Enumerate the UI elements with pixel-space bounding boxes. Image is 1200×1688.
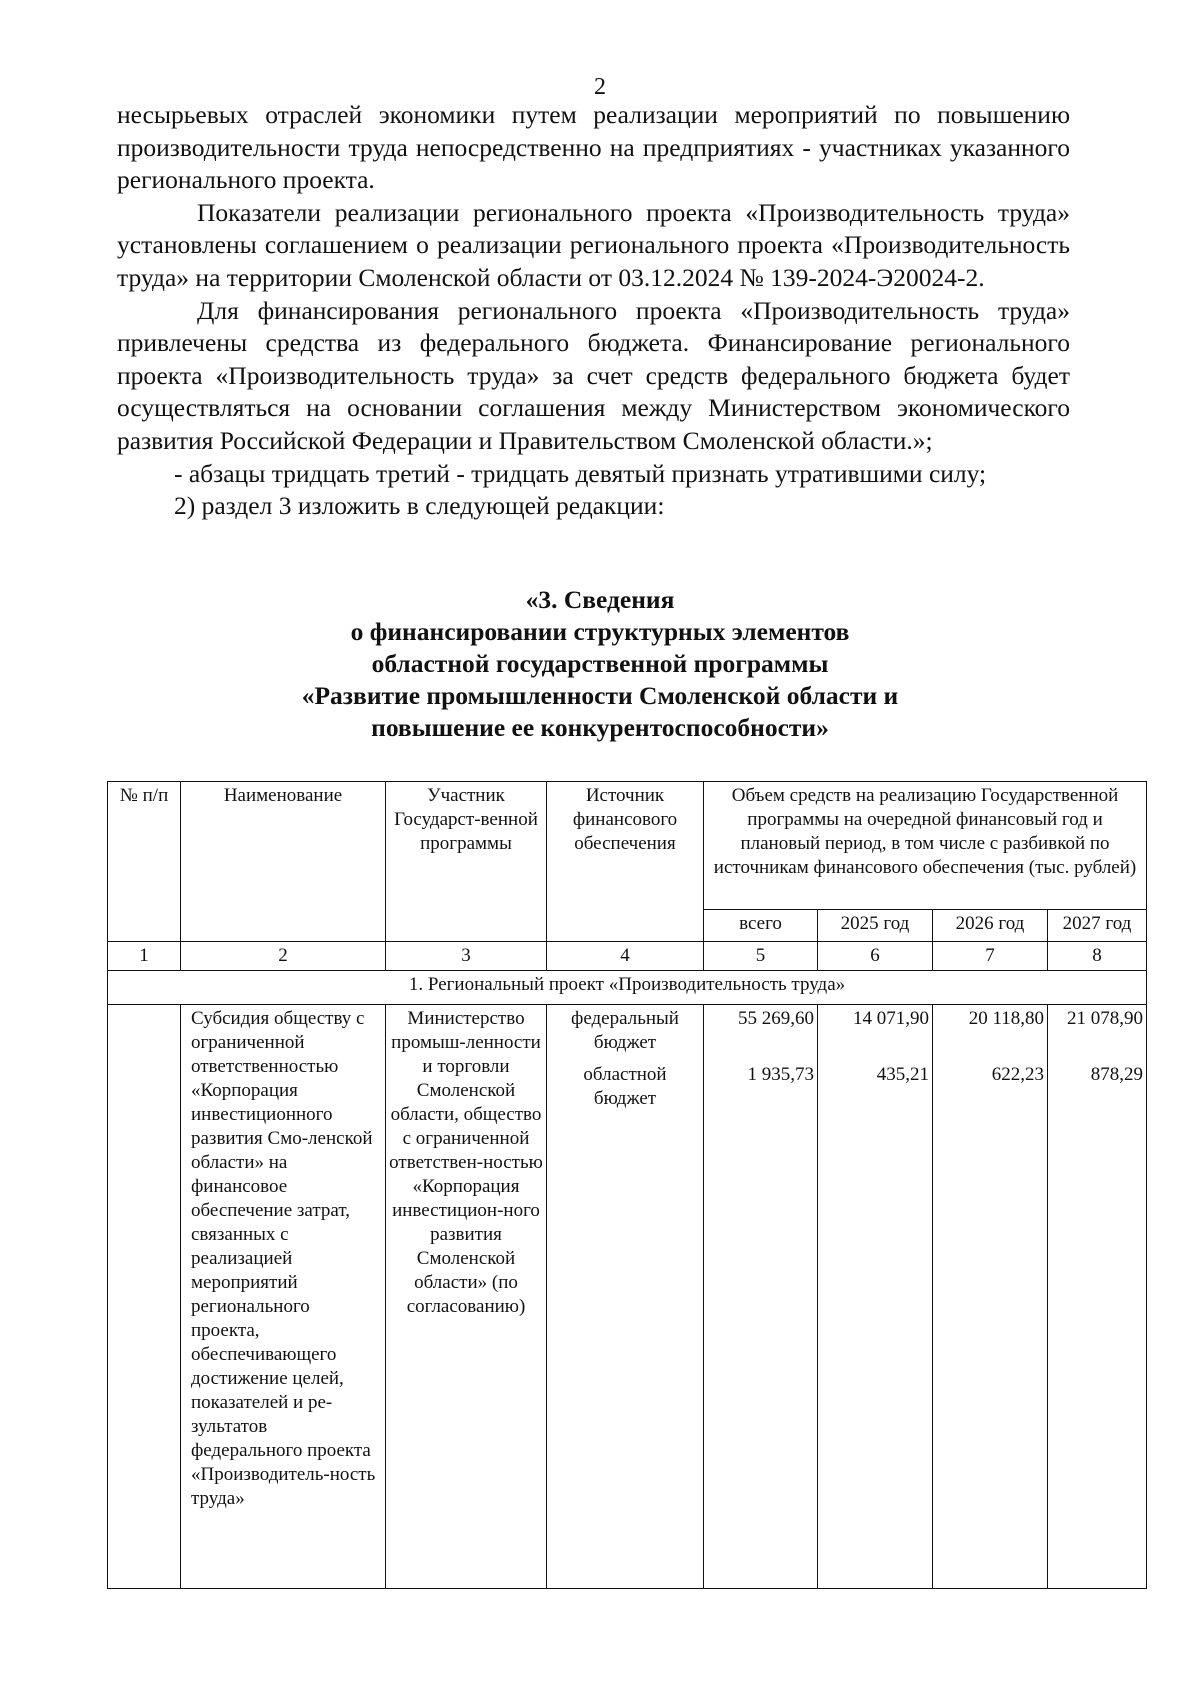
funding-2026-regional: 622,23 (933, 1061, 1048, 1589)
header-participant: Участник Государст-венной программы (386, 782, 547, 942)
heading-line-4: «Развитие промышленности Смоленской области и (301, 681, 899, 710)
funding-2025-federal: 14 071,90 (818, 1005, 933, 1061)
paragraph-1: несырьевых отраслей экономики путем реализации мероприятий по повышению производительности труда непосредственно на предприятиях - участниках указанного регионального проекта. (117, 100, 1070, 195)
header-num: № п/п (108, 782, 181, 942)
funding-2025-regional: 435,21 (818, 1061, 933, 1589)
header-2025: 2025 год (818, 910, 933, 942)
funding-source-regional: областной бюджет (547, 1061, 704, 1589)
table-row (108, 1005, 1147, 1061)
page-number: 2 (594, 74, 606, 100)
heading-line-3: областной государственной программы (371, 649, 829, 678)
funding-source-federal: федеральный бюджет (547, 1005, 704, 1061)
row-name: Субсидия обществу с ограниченной ответственностью «Корпорация инвестиционного развития Смо-ленской области» на финансовое обеспечение затрат, связанных с реализацией мероприятий регионального проекта, обеспечивающего достижение целей, показателей и ре-зультатов федерального проекта «Производитель-ность труда» (181, 1005, 386, 1589)
col-number: 8 (1048, 942, 1147, 971)
column-number-row (108, 942, 1147, 971)
paragraph-5: 2) раздел 3 изложить в следующей редакции: (174, 491, 665, 521)
body-text (117, 99, 1070, 523)
header-total: всего (704, 910, 818, 942)
col-number: 7 (933, 942, 1048, 971)
funding-total-regional: 1 935,73 (704, 1061, 818, 1589)
heading-line-5: повышение ее конкурентоспособности» (371, 713, 829, 742)
row-num (108, 1005, 181, 1589)
funding-total-federal: 55 269,60 (704, 1005, 818, 1061)
section-row-title: 1. Региональный проект «Производительность труда» (108, 971, 1147, 1005)
header-name: Наименование (181, 782, 386, 942)
col-number: 3 (386, 942, 547, 971)
paragraph-4: - абзацы тридцать третий - тридцать девятый признать утратившими силу; (174, 458, 987, 488)
funding-2026-federal: 20 118,80 (933, 1005, 1048, 1061)
col-number: 4 (547, 942, 704, 971)
row-participant: Министерство промыш-ленности и торговли Смоленской области, общество с ограниченной ответствен-ностью «Корпорация инвестицион-ного развития Смоленской области» (по согласованию) (386, 1005, 547, 1589)
funding-2027-regional: 878,29 (1048, 1061, 1147, 1589)
heading-line-1: «3. Сведения (525, 585, 675, 614)
header-2026: 2026 год (933, 910, 1048, 942)
header-source: Источник финансового обеспечения (547, 782, 704, 942)
col-number: 2 (181, 942, 386, 971)
header-volume: Объем средств на реализацию Государственной программы на очередной финансовый год и плановый период, в том числе с разбивкой по источникам финансового обеспечения (тыс. рублей) (704, 782, 1147, 910)
funding-2027-federal: 21 078,90 (1048, 1005, 1147, 1061)
col-number: 5 (704, 942, 818, 971)
header-2027: 2027 год (1048, 910, 1147, 942)
paragraph-3: Для финансирования регионального проекта «Производительность труда» привлечены средства из федерального бюджета. Финансирование регионального проекта «Производительность труда» за счет средств федерального бюджета будет осуществляться на основании соглашения между Министерством экономического развития Российской Федерации и Правительством Смоленской области.»; (117, 295, 1070, 455)
paragraph-2: Показатели реализации регионального проекта «Производительность труда» установлены соглашением о реализации регионального проекта «Производительность труда» на территории Смоленской области от 03.12.2024 № 139-2024-Э20024-2. (117, 197, 1070, 292)
financing-table (107, 781, 1147, 1589)
heading-line-2: о финансировании структурных элементов (350, 617, 850, 646)
col-number: 6 (818, 942, 933, 971)
section-heading (150, 584, 1050, 744)
col-number: 1 (108, 942, 181, 971)
